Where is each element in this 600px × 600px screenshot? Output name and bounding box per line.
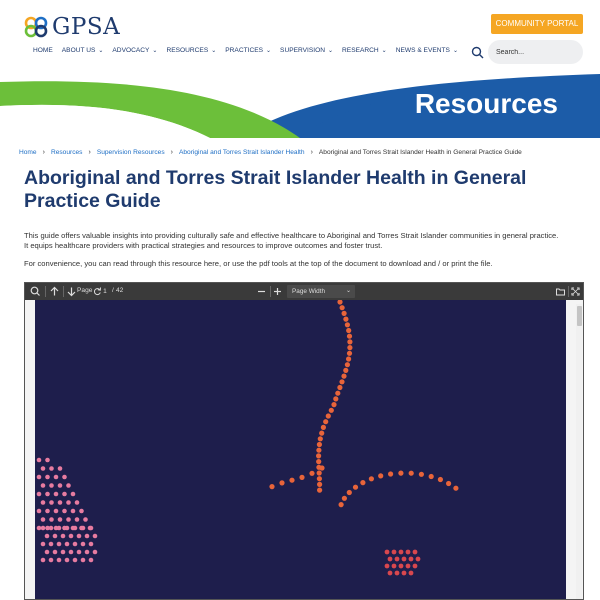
- orange-dot: [347, 339, 352, 344]
- pink-dot: [62, 492, 67, 497]
- nav-item-research[interactable]: [342, 47, 387, 54]
- nav-item-label: PRACTICES: [225, 47, 264, 54]
- orange-dot: [453, 486, 458, 491]
- pink-dot: [58, 466, 63, 471]
- pdf-toolbar: [25, 283, 583, 300]
- orange-dot: [316, 459, 321, 464]
- orange-dot: [345, 362, 350, 367]
- nav-item-label: SUPERVISION: [280, 47, 325, 54]
- pink-dot: [37, 475, 42, 480]
- pink-dot: [49, 517, 54, 522]
- arrow-up-icon[interactable]: [48, 285, 61, 298]
- red-dot: [409, 571, 414, 576]
- pink-dot: [49, 466, 54, 471]
- pink-dot: [73, 542, 78, 547]
- orange-dot: [337, 300, 342, 305]
- red-dot: [399, 564, 404, 569]
- pink-dot: [41, 517, 46, 522]
- orange-dot: [409, 471, 414, 476]
- pink-dot: [41, 466, 46, 471]
- pink-dot: [65, 526, 70, 531]
- gpsa-logo-icon: [24, 16, 48, 38]
- pink-dot: [53, 550, 58, 555]
- search-icon[interactable]: [471, 46, 484, 59]
- orange-dot: [316, 453, 321, 458]
- chevron-right-icon: ›: [42, 149, 45, 156]
- orange-dot: [346, 356, 351, 361]
- pink-dot: [77, 534, 82, 539]
- toolbar-divider: [63, 286, 64, 297]
- orange-dot: [319, 431, 324, 436]
- zoom-value: Page Width: [292, 288, 326, 295]
- pink-dot: [49, 558, 54, 563]
- page-title-line1: Aboriginal and Torres Strait Islander Health in General: [24, 167, 527, 189]
- nav-item-practices[interactable]: [225, 47, 271, 54]
- nav-item-label: ADVOCACY: [112, 47, 150, 54]
- pink-dot: [62, 475, 67, 480]
- total-pages: 42: [116, 287, 124, 294]
- nav-item-label: HOME: [33, 47, 53, 54]
- orange-dot: [345, 322, 350, 327]
- chevron-right-icon: ›: [310, 149, 313, 156]
- pink-dot: [79, 509, 84, 514]
- red-dot: [409, 557, 414, 562]
- pink-dot: [66, 517, 71, 522]
- orange-dot: [337, 385, 342, 390]
- chevron-right-icon: ›: [88, 149, 91, 156]
- orange-dot: [429, 474, 434, 479]
- orange-dot: [346, 328, 351, 333]
- pink-dot: [65, 542, 70, 547]
- folder-icon[interactable]: [554, 285, 567, 298]
- red-dot: [395, 571, 400, 576]
- orange-dot: [317, 442, 322, 447]
- pink-dot: [37, 509, 42, 514]
- orange-dot: [316, 448, 321, 453]
- red-dot: [388, 571, 393, 576]
- page-title: [24, 167, 564, 213]
- pink-dot: [58, 500, 63, 505]
- orange-dot: [360, 480, 365, 485]
- nav-item-resources[interactable]: [166, 47, 216, 54]
- breadcrumb-current: Aboriginal and Torres Strait Islander Health in General Practice Guide: [318, 149, 522, 156]
- orange-dot: [319, 465, 324, 470]
- orange-dot: [339, 502, 344, 507]
- orange-dot: [289, 478, 294, 483]
- red-dot: [402, 557, 407, 562]
- chevron-down-icon: ⌄: [98, 48, 104, 54]
- orange-dot: [353, 485, 358, 490]
- pdf-scrollbar-thumb[interactable]: [577, 306, 582, 326]
- chevron-right-icon: ›: [170, 149, 173, 156]
- pink-dot: [89, 542, 94, 547]
- red-dot: [385, 564, 390, 569]
- orange-dot: [398, 471, 403, 476]
- pink-dot: [41, 542, 46, 547]
- orange-dot: [369, 476, 374, 481]
- orange-dot: [343, 368, 348, 373]
- red-dot: [416, 557, 421, 562]
- orange-dot: [342, 496, 347, 501]
- red-dot: [406, 564, 411, 569]
- nav-item-about-us[interactable]: [62, 47, 104, 54]
- breadcrumb-link[interactable]: Home: [19, 149, 37, 156]
- chevron-down-icon: ⌄: [152, 48, 158, 54]
- orange-dot: [340, 305, 345, 310]
- page-title-line2: Practice Guide: [24, 190, 161, 212]
- pink-dot: [85, 550, 90, 555]
- pink-dot: [37, 458, 42, 463]
- toolbar-divider: [45, 286, 46, 297]
- pink-dot: [57, 558, 62, 563]
- red-dot: [413, 564, 418, 569]
- pink-dot: [66, 500, 71, 505]
- page-banner: [0, 68, 600, 138]
- chevron-down-icon: ⌄: [452, 48, 458, 54]
- red-dot: [406, 550, 411, 555]
- page-number-input[interactable]: [99, 286, 111, 297]
- chevron-down-icon: ⌄: [266, 48, 272, 54]
- pink-dot: [93, 534, 98, 539]
- orange-dot: [269, 484, 274, 489]
- nav-item-home[interactable]: [33, 47, 53, 54]
- plus-icon[interactable]: [271, 285, 284, 298]
- pink-dot: [41, 500, 46, 505]
- pink-dot: [77, 550, 82, 555]
- gpsa-logo[interactable]: [24, 14, 120, 40]
- red-dot: [402, 571, 407, 576]
- orange-dot: [446, 481, 451, 486]
- pink-dot: [45, 475, 50, 480]
- orange-dot: [333, 396, 338, 401]
- page-separator: /: [112, 287, 114, 294]
- pink-dot: [61, 550, 66, 555]
- site-header: [0, 0, 600, 68]
- breadcrumb-link[interactable]: Aboriginal and Torres Strait Islander Health: [178, 149, 305, 156]
- orange-dot: [339, 379, 344, 384]
- orange-dot: [279, 480, 284, 485]
- pink-dot: [69, 534, 74, 539]
- pink-dot: [75, 517, 80, 522]
- nav-item-label: RESOURCES: [166, 47, 209, 54]
- red-dot: [413, 550, 418, 555]
- pink-dot: [81, 526, 86, 531]
- pdf-scrollbar[interactable]: [576, 304, 582, 600]
- chevron-down-icon: ⌄: [381, 48, 387, 54]
- nav-item-label: RESEARCH: [342, 47, 379, 54]
- pink-dot: [81, 542, 86, 547]
- nav-item-label: NEWS & EVENTS: [395, 47, 450, 54]
- red-dot: [399, 550, 404, 555]
- banner-title: Resources: [414, 88, 558, 119]
- convenience-paragraph: For convenience, you can read through this resource here, or use the pdf tools at the top of the document to download and / or print the file.: [24, 259, 493, 268]
- breadcrumb-link[interactable]: Supervision Resources: [96, 149, 165, 156]
- pink-dot: [37, 492, 42, 497]
- zoom-select[interactable]: [287, 285, 355, 298]
- pink-dot: [45, 550, 50, 555]
- orange-dot: [341, 374, 346, 379]
- pink-dot: [85, 534, 90, 539]
- pink-dot: [73, 558, 78, 563]
- pink-dot: [54, 492, 59, 497]
- red-dot: [392, 550, 397, 555]
- pink-dot: [58, 517, 63, 522]
- orange-dot: [378, 473, 383, 478]
- pink-dot: [71, 492, 76, 497]
- orange-dot: [317, 488, 322, 493]
- pink-dot: [61, 534, 66, 539]
- pink-dot: [45, 509, 50, 514]
- pink-dot: [93, 550, 98, 555]
- pink-dot: [49, 483, 54, 488]
- red-dot: [388, 557, 393, 562]
- pink-dot: [45, 534, 50, 539]
- minus-icon[interactable]: [255, 285, 268, 298]
- cover-dot-artwork: [35, 300, 566, 600]
- pink-dot: [65, 558, 70, 563]
- logo-text: GPSA: [52, 14, 121, 40]
- pink-dot: [54, 509, 59, 514]
- community-portal-button[interactable]: COMMUNITY PORTAL: [491, 14, 583, 34]
- search-input[interactable]: [488, 40, 583, 64]
- breadcrumb: [19, 149, 522, 156]
- pdf-page-cover: [35, 300, 566, 600]
- orange-dot: [342, 311, 347, 316]
- pink-dot: [75, 500, 80, 505]
- pink-dot: [41, 558, 46, 563]
- orange-dot: [347, 490, 352, 495]
- pink-dot: [83, 517, 88, 522]
- intro-paragraph: This guide offers valuable insights into providing culturally safe and effective healthcare to Aboriginal and Torres Strait Islander communities in general practice. It equips healthcare providers with practical strategies and resources to improve outcomes and foster trust.: [24, 231, 559, 250]
- pink-dot: [49, 500, 54, 505]
- pink-dot: [57, 526, 62, 531]
- orange-dot: [326, 413, 331, 418]
- pink-dot: [89, 558, 94, 563]
- chevron-down-icon: ⌄: [211, 48, 217, 54]
- orange-dot: [347, 351, 352, 356]
- orange-dot: [318, 436, 323, 441]
- nav-item-news-events[interactable]: [396, 47, 458, 54]
- orange-dot: [329, 408, 334, 413]
- fullscreen-icon[interactable]: [569, 285, 582, 298]
- red-dot: [395, 557, 400, 562]
- pink-dot: [57, 542, 62, 547]
- pink-dot: [66, 483, 71, 488]
- orange-dot: [438, 477, 443, 482]
- pink-dot: [41, 526, 46, 531]
- orange-dot: [309, 471, 314, 476]
- pdf-viewer: [24, 282, 584, 600]
- nav-item-advocacy[interactable]: [112, 47, 157, 54]
- chevron-down-icon: ⌄: [328, 48, 334, 54]
- chevron-down-icon: ⌄: [345, 288, 351, 294]
- pink-dot: [49, 542, 54, 547]
- pink-dot: [71, 509, 76, 514]
- main-nav: [33, 47, 467, 54]
- orange-dot: [419, 472, 424, 477]
- pink-dot: [53, 534, 58, 539]
- page-label: Page: [77, 287, 93, 294]
- orange-dot: [323, 419, 328, 424]
- orange-dot: [317, 482, 322, 487]
- orange-dot: [347, 334, 352, 339]
- pink-dot: [62, 509, 67, 514]
- orange-dot: [321, 425, 326, 430]
- orange-dot: [347, 345, 352, 350]
- red-dot: [385, 550, 390, 555]
- orange-dot: [343, 317, 348, 322]
- orange-dot: [388, 471, 393, 476]
- orange-dot: [317, 476, 322, 481]
- orange-dot: [299, 475, 304, 480]
- orange-dot: [331, 402, 336, 407]
- orange-dot: [317, 470, 322, 475]
- orange-dot: [335, 391, 340, 396]
- nav-item-supervision[interactable]: [280, 47, 333, 54]
- breadcrumb-link[interactable]: Resources: [50, 149, 83, 156]
- pink-dot: [45, 458, 50, 463]
- pink-dot: [49, 526, 54, 531]
- pink-dot: [41, 483, 46, 488]
- pink-dot: [69, 550, 74, 555]
- pdf-document-area[interactable]: [25, 300, 583, 600]
- nav-item-label: ABOUT US: [61, 47, 96, 54]
- pink-dot: [54, 475, 59, 480]
- pink-dot: [89, 526, 94, 531]
- pink-dot: [58, 483, 63, 488]
- red-dot: [392, 564, 397, 569]
- pink-dot: [45, 492, 50, 497]
- search-icon[interactable]: [29, 285, 42, 298]
- pink-dot: [37, 526, 42, 531]
- pink-dot: [81, 558, 86, 563]
- pink-dot: [73, 526, 78, 531]
